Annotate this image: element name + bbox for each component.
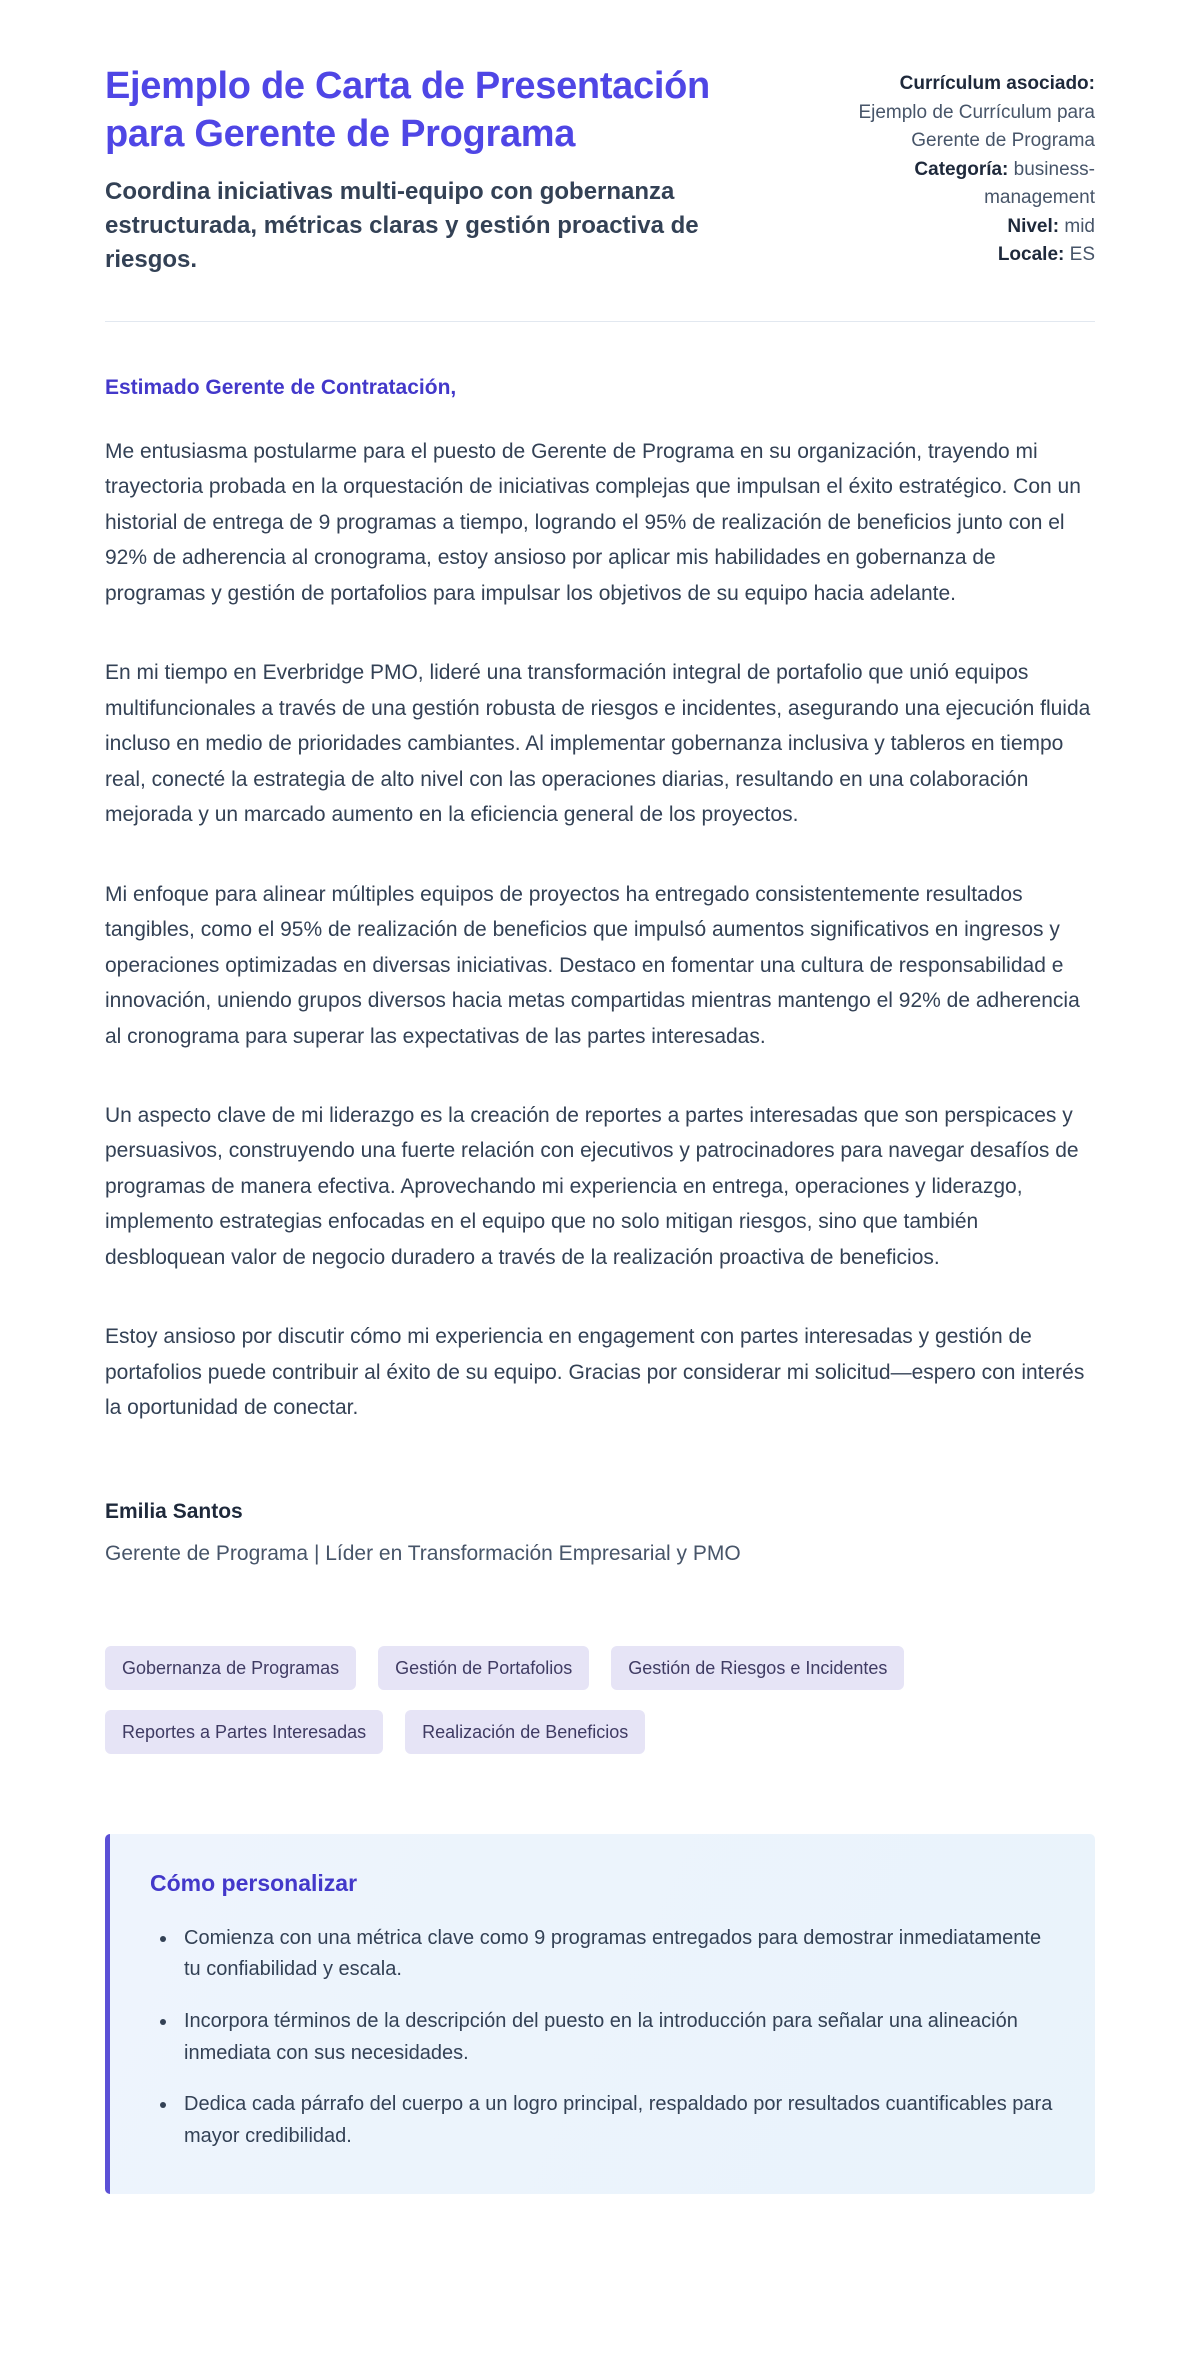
letter-paragraph: Mi enfoque para alinear múltiples equipos de proyectos ha entregado consistentemente resultados tangibles, como el 95% de realización de beneficios que impulsó aumentos significativos en ingresos y operaciones optimizadas en diversas iniciativas. Destaco en fomentar una cultura de responsabilidad e innovación, uniendo grupos diversos hacia metas compartidas mientras mantengo el 92% de adherencia al cronograma para superar las expectativas de las partes interesadas.: [105, 882, 1080, 1048]
meta-resume-value: Ejemplo de Currículum para Gerente de Programa: [858, 101, 1095, 151]
header-title-block: [105, 62, 775, 277]
skill-tag: Realización de Beneficios: [405, 1710, 645, 1754]
tip-item: • Dedica cada párrafo del cuerpo a un logro principal, respaldado por resultados cuantificables para mayor credibilidad.: [178, 2089, 1055, 2152]
meta-block: [837, 62, 1095, 270]
skill-tag: Gestión de Riesgos e Incidentes: [611, 1646, 904, 1690]
signature-name: Emilia Santos: [105, 1499, 243, 1523]
page-subtitle: Coordina iniciativas multi-equipo con gobernanza estructurada, métricas claras y gestión proactiva de riesgos.: [105, 177, 699, 273]
skill-tags: [105, 1646, 1095, 1754]
letter-paragraph: Me entusiasma postularme para el puesto de Gerente de Programa en su organización, trayendo mi trayectoria probada en la orquestación de iniciativas complejas que impulsan el éxito estratégico. Con un historial de entrega de 9 programas a tiempo, logrando el 95% de realización de beneficios junto con el 92% de adherencia al cronograma, estoy ansioso por aplicar mis habilidades en gobernanza de programas y gestión de portafolios para impulsar los objetivos de su equipo hacia adelante.: [105, 439, 1081, 605]
page-title: Ejemplo de Carta de Presentación para Gerente de Programa: [105, 65, 710, 156]
header-divider: [105, 321, 1095, 322]
skill-tag: Gestión de Portafolios: [378, 1646, 589, 1690]
tip-item: • Incorpora términos de la descripción del puesto en la introducción para señalar una alineación inmediata con sus necesidades.: [178, 2006, 1055, 2069]
letter-paragraph: Estoy ansioso por discutir cómo mi experiencia en engagement con partes interesadas y gestión de portafolios puede contribuir al éxito de su equipo. Gracias por considerar mi solicitud—espero con interés la oportunidad de conectar.: [105, 1325, 1085, 1420]
skill-tag: Gobernanza de Programas: [105, 1646, 356, 1690]
customization-tips-box: [105, 1834, 1095, 2195]
tips-title: Cómo personalizar: [150, 1869, 358, 1896]
page-container: [105, 0, 1095, 2264]
signature-block: [105, 1500, 1095, 1566]
page-header: [105, 62, 1095, 277]
tip-item: • Comienza con una métrica clave como 9 programas entregados para demostrar inmediatamente tu confiabilidad y escala.: [178, 1923, 1055, 1986]
meta-level: Nivel: mid: [1007, 215, 1095, 237]
letter-paragraph: En mi tiempo en Everbridge PMO, lideré una transformación integral de portafolio que unió equipos multifuncionales a través de una gestión robusta de riesgos e incidentes, asegurando una ejecución fluida incluso en medio de prioridades cambiantes. Al implementar gobernanza inclusiva y tableros en tiempo real, conecté la estrategia de alto nivel con las operaciones diarias, resultando en una colaboración mejorada y un marcado aumento en la eficiencia general de los proyectos.: [105, 661, 1091, 827]
signature-title: Gerente de Programa | Líder en Transformación Empresarial y PMO: [105, 1541, 741, 1565]
meta-locale: Locale: ES: [997, 244, 1095, 265]
meta-category: Categoría: business-management: [914, 158, 1095, 208]
skill-tag: Reportes a Partes Interesadas: [105, 1710, 383, 1754]
letter-greeting: Estimado Gerente de Contratación,: [105, 375, 457, 399]
letter-paragraph: Un aspecto clave de mi liderazgo es la creación de reportes a partes interesadas que son perspicaces y persuasivos, construyendo una fuerte relación con ejecutivos y patrocinadores para navegar desafíos de programas de manera efectiva. Aprovechando mi experiencia en entrega, operaciones y liderazgo, implemento estrategias enfocadas en el equipo que no solo mitigan riesgos, sino que también desbloquean valor de negocio duradero a través de la realización proactiva de beneficios.: [105, 1104, 1079, 1269]
letter-body: [105, 376, 1095, 1426]
meta-resume-label: Currículum asociado:: [899, 73, 1095, 94]
tips-list: [150, 1923, 1055, 2153]
